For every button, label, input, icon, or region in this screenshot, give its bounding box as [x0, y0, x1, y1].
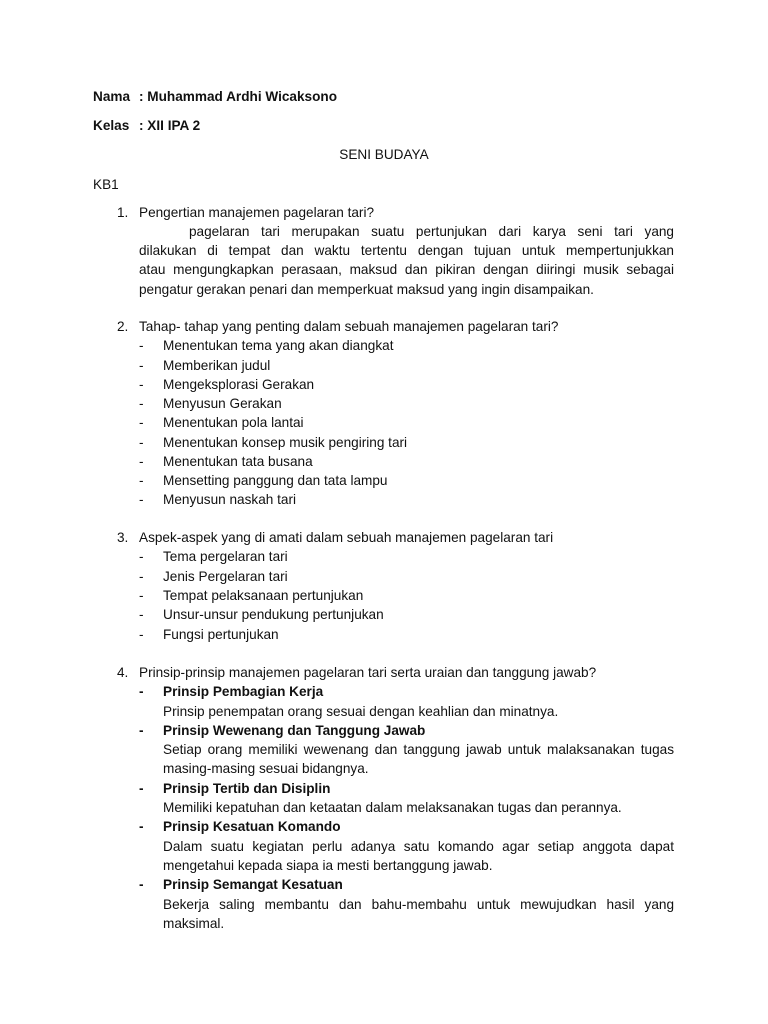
- list-dash: -: [139, 569, 144, 584]
- q3-item: Unsur-unsur pendukung pertunjukan: [163, 607, 384, 622]
- kelas-value: : XII IPA 2: [139, 118, 201, 133]
- q3-item: Tempat pelaksanaan pertunjukan: [163, 588, 364, 603]
- q1-answer-line: dilakukan di tempat dan waktu tertentu dengan tujuan untuk mempertunjukkan: [139, 243, 674, 258]
- principle-description: Setiap orang memiliki wewenang dan tanggung jawab untuk malaksanakan tugas: [163, 742, 674, 757]
- q2-item: Menentukan konsep musik pengiring tari: [163, 435, 408, 450]
- q2-item: Menentukan pola lantai: [163, 415, 304, 430]
- q1-question: Pengertian manajemen pagelaran tari?: [139, 205, 375, 220]
- list-dash: -: [139, 723, 144, 738]
- q1-answer-line: pengatur gerakan penari dan memperkuat maksud yang ingin disampaikan.: [139, 282, 594, 297]
- q1-answer-line: atau mengungkapkan perasaan, maksud dan pikiran dengan diiringi musik sebagai: [139, 262, 674, 277]
- q2-item: Menentukan tema yang akan diangkat: [163, 338, 394, 353]
- q2-question: Tahap- tahap yang penting dalam sebuah manajemen pagelaran tari?: [139, 319, 559, 334]
- list-dash: -: [139, 877, 144, 892]
- q2-item: Menyusun Gerakan: [163, 396, 282, 411]
- q3-number: 3.: [117, 530, 129, 545]
- q2-item: Menentukan tata busana: [163, 454, 313, 469]
- principle-description: Dalam suatu kegiatan perlu adanya satu komando agar setiap anggota dapat: [163, 839, 674, 854]
- q2-item: Mengeksplorasi Gerakan: [163, 377, 315, 392]
- q1-answer-line: pagelaran tari merupakan suatu pertunjukan dari karya seni tari yang: [189, 224, 674, 239]
- list-dash: -: [139, 627, 144, 642]
- q2-item: Menyusun naskah tari: [163, 492, 296, 507]
- principle-description: Bekerja saling membantu dan bahu-membahu untuk mewujudkan hasil yang: [163, 897, 674, 912]
- list-dash: -: [139, 473, 144, 488]
- list-dash: -: [139, 492, 144, 507]
- list-dash: -: [139, 819, 144, 834]
- list-dash: -: [139, 549, 144, 564]
- document-title: SENI BUDAYA: [339, 147, 429, 162]
- q4-number: 4.: [117, 665, 129, 680]
- q3-question: Aspek-aspek yang di amati dalam sebuah manajemen pagelaran tari: [139, 530, 554, 545]
- principle-description: maksimal.: [163, 916, 225, 931]
- principle-title: Prinsip Kesatuan Komando: [163, 819, 341, 834]
- list-dash: -: [139, 396, 144, 411]
- list-dash: -: [139, 415, 144, 430]
- q1-number: 1.: [117, 205, 129, 220]
- q3-item: Fungsi pertunjukan: [163, 627, 279, 642]
- principle-title: Prinsip Tertib dan Disiplin: [163, 781, 331, 796]
- nama-label: Nama: [93, 89, 131, 104]
- principle-description: mengetahui kepada siapa ia mesti bertanggung jawab.: [163, 858, 493, 873]
- list-dash: -: [139, 377, 144, 392]
- principle-title: Prinsip Wewenang dan Tanggung Jawab: [163, 723, 426, 738]
- q3-item: Jenis Pergelaran tari: [163, 569, 288, 584]
- list-dash: -: [139, 358, 144, 373]
- kelas-label: Kelas: [93, 118, 130, 133]
- q2-item: Mensetting panggung dan tata lampu: [163, 473, 388, 488]
- list-dash: -: [139, 454, 144, 469]
- list-dash: -: [139, 435, 144, 450]
- principle-description: Prinsip penempatan orang sesuai dengan keahlian dan minatnya.: [163, 704, 559, 719]
- q2-number: 2.: [117, 319, 129, 334]
- principle-description: Memiliki kepatuhan dan ketaatan dalam melaksanakan tugas dan perannya.: [163, 800, 622, 815]
- section-label: KB1: [93, 177, 119, 192]
- list-dash: -: [139, 684, 144, 699]
- principle-title: Prinsip Semangat Kesatuan: [163, 877, 343, 892]
- principle-description: masing-masing sesuai bidangnya.: [163, 761, 369, 776]
- list-dash: -: [139, 338, 144, 353]
- q4-question: Prinsip-prinsip manajemen pagelaran tari serta uraian dan tanggung jawab?: [139, 665, 597, 680]
- nama-value: : Muhammad Ardhi Wicaksono: [139, 89, 338, 104]
- q3-item: Tema pergelaran tari: [163, 549, 288, 564]
- principle-title: Prinsip Pembagian Kerja: [163, 684, 324, 699]
- list-dash: -: [139, 781, 144, 796]
- list-dash: -: [139, 588, 144, 603]
- q2-item: Memberikan judul: [163, 358, 271, 373]
- list-dash: -: [139, 607, 144, 622]
